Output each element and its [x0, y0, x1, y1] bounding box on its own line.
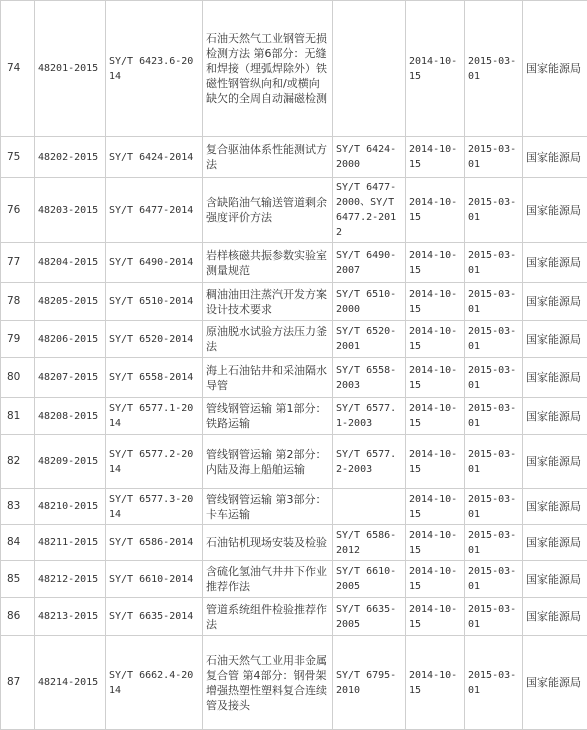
record-id: 48209-2015	[38, 454, 102, 469]
implementation-date-cell	[465, 178, 523, 243]
standard-title: 稠油油田注蒸汽开发方案设计技术要求	[206, 287, 329, 317]
record-id: 48214-2015	[38, 675, 102, 690]
standard-title-cell	[203, 321, 333, 358]
record-id-cell	[35, 358, 106, 398]
standard-title: 管线钢管运输 第2部分：内陆及海上船舶运输	[206, 447, 329, 477]
implementation-date: 2015-03-01	[468, 447, 519, 477]
replaced-standard-cell	[333, 435, 406, 489]
row-number: 86	[7, 609, 31, 624]
row-number-cell	[1, 137, 35, 178]
standard-title: 含硫化氢油气井井下作业推荐作法	[206, 564, 329, 594]
implementation-date-cell	[465, 489, 523, 525]
record-id: 48213-2015	[38, 609, 102, 624]
record-id-cell	[35, 636, 106, 730]
record-id-cell	[35, 435, 106, 489]
record-id-cell	[35, 525, 106, 561]
issue-date: 2014-10-15	[409, 195, 461, 225]
row-number: 83	[7, 499, 31, 514]
issue-date-cell	[406, 489, 465, 525]
row-number: 82	[7, 454, 31, 469]
implementation-date-cell	[465, 283, 523, 321]
row-number-cell	[1, 525, 35, 561]
issuing-department-cell	[523, 525, 587, 561]
record-id: 48203-2015	[38, 203, 102, 218]
standard-code: SY/T 6662.4-2014	[109, 668, 199, 698]
issuing-department-cell	[523, 283, 587, 321]
record-id: 48202-2015	[38, 150, 102, 165]
row-number: 78	[7, 294, 31, 309]
standard-title-cell	[203, 137, 333, 178]
issuing-department: 国家能源局	[526, 454, 584, 469]
record-id-cell	[35, 561, 106, 598]
replaced-standard-cell	[333, 178, 406, 243]
standard-title: 管线钢管运输 第3部分：卡车运输	[206, 492, 329, 522]
replaced-standard-cell	[333, 137, 406, 178]
issue-date-cell	[406, 178, 465, 243]
replaced-standard-cell	[333, 283, 406, 321]
issuing-department-cell	[523, 178, 587, 243]
implementation-date-cell	[465, 243, 523, 283]
replaced-standard: SY/T 6490-2007	[336, 248, 402, 278]
standard-code-cell	[106, 489, 203, 525]
standard-title: 石油天然气工业钢管无损检测方法 第6部分：无缝和焊接（埋弧焊除外）铁磁性钢管纵向和/或横向缺欠的全周自动漏磁检测	[206, 31, 329, 106]
standard-code: SY/T 6490-2014	[109, 255, 199, 270]
standard-title-cell	[203, 525, 333, 561]
issuing-department-cell	[523, 561, 587, 598]
issue-date-cell	[406, 561, 465, 598]
issue-date: 2014-10-15	[409, 248, 461, 278]
record-id-cell	[35, 283, 106, 321]
row-number-cell	[1, 283, 35, 321]
row-number-cell	[1, 1, 35, 137]
issuing-department-cell	[523, 358, 587, 398]
implementation-date-cell	[465, 398, 523, 435]
replaced-standard-cell	[333, 561, 406, 598]
replaced-standard: SY/T 6477-2000、SY/T 6477.2-2012	[336, 180, 402, 240]
standard-title: 石油天然气工业用非金属复合管 第4部分：钢骨架增强热塑性塑料复合连续管及接头	[206, 653, 329, 713]
issuing-department: 国家能源局	[526, 535, 584, 550]
standard-title-cell	[203, 243, 333, 283]
implementation-date: 2015-03-01	[468, 248, 519, 278]
issuing-department: 国家能源局	[526, 609, 584, 624]
issue-date: 2014-10-15	[409, 492, 461, 522]
standard-title: 原油脱水试验方法压力釜法	[206, 324, 329, 354]
implementation-date-cell	[465, 1, 523, 137]
issuing-department: 国家能源局	[526, 255, 584, 270]
row-number-cell	[1, 358, 35, 398]
issue-date: 2014-10-15	[409, 142, 461, 172]
implementation-date: 2015-03-01	[468, 602, 519, 632]
row-number: 87	[7, 675, 31, 690]
replaced-standard: SY/T 6558-2003	[336, 363, 402, 393]
implementation-date: 2015-03-01	[468, 401, 519, 431]
table-row	[1, 321, 587, 358]
issue-date: 2014-10-15	[409, 447, 461, 477]
standard-code: SY/T 6577.2-2014	[109, 447, 199, 477]
issue-date-cell	[406, 358, 465, 398]
implementation-date: 2015-03-01	[468, 324, 519, 354]
replaced-standard-cell	[333, 321, 406, 358]
table-row	[1, 137, 587, 178]
row-number: 85	[7, 572, 31, 587]
record-id-cell	[35, 321, 106, 358]
standard-code: SY/T 6635-2014	[109, 609, 199, 624]
standard-title-cell	[203, 283, 333, 321]
implementation-date-cell	[465, 137, 523, 178]
replaced-standard-cell	[333, 243, 406, 283]
replaced-standard: SY/T 6520-2001	[336, 324, 402, 354]
row-number: 74	[7, 61, 31, 76]
issuing-department: 国家能源局	[526, 61, 584, 76]
issuing-department-cell	[523, 598, 587, 636]
standard-code-cell	[106, 137, 203, 178]
standard-title-cell	[203, 435, 333, 489]
issuing-department: 国家能源局	[526, 150, 584, 165]
issuing-department: 国家能源局	[526, 409, 584, 424]
standard-code-cell	[106, 598, 203, 636]
record-id-cell	[35, 398, 106, 435]
replaced-standard: SY/T 6635-2005	[336, 602, 402, 632]
standard-title: 管线钢管运输 第1部分：铁路运输	[206, 401, 329, 431]
issue-date: 2014-10-15	[409, 324, 461, 354]
replaced-standard-cell	[333, 398, 406, 435]
standard-code-cell	[106, 435, 203, 489]
standard-title-cell	[203, 489, 333, 525]
row-number: 76	[7, 203, 31, 218]
row-number: 77	[7, 255, 31, 270]
record-id: 48205-2015	[38, 294, 102, 309]
replaced-standard-cell	[333, 489, 406, 525]
table-row	[1, 178, 587, 243]
record-id-cell	[35, 598, 106, 636]
implementation-date: 2015-03-01	[468, 287, 519, 317]
issue-date-cell	[406, 435, 465, 489]
standard-title: 石油钻机现场安装及检验	[206, 535, 329, 550]
table-row	[1, 561, 587, 598]
issuing-department-cell	[523, 137, 587, 178]
standard-code-cell	[106, 398, 203, 435]
row-number: 81	[7, 409, 31, 424]
standard-code-cell	[106, 636, 203, 730]
table-row	[1, 243, 587, 283]
record-id-cell	[35, 137, 106, 178]
replaced-standard: SY/T 6424-2000	[336, 142, 402, 172]
issuing-department-cell	[523, 636, 587, 730]
issue-date-cell	[406, 398, 465, 435]
replaced-standard: SY/T 6510-2000	[336, 287, 402, 317]
row-number: 80	[7, 370, 31, 385]
replaced-standard-cell	[333, 525, 406, 561]
record-id-cell	[35, 178, 106, 243]
issue-date-cell	[406, 525, 465, 561]
standard-code-cell	[106, 525, 203, 561]
replaced-standard: SY/T 6795-2010	[336, 668, 402, 698]
record-id-cell	[35, 1, 106, 137]
row-number-cell	[1, 243, 35, 283]
implementation-date: 2015-03-01	[468, 195, 519, 225]
implementation-date: 2015-03-01	[468, 528, 519, 558]
record-id-cell	[35, 243, 106, 283]
row-number-cell	[1, 398, 35, 435]
replaced-standard-cell	[333, 598, 406, 636]
issue-date-cell	[406, 598, 465, 636]
standard-title: 岩样核磁共振参数实验室测量规范	[206, 248, 329, 278]
record-id: 48206-2015	[38, 332, 102, 347]
standard-title-cell	[203, 598, 333, 636]
table-row	[1, 435, 587, 489]
issuing-department: 国家能源局	[526, 675, 584, 690]
issuing-department: 国家能源局	[526, 370, 584, 385]
replaced-standard-cell	[333, 358, 406, 398]
standard-code: SY/T 6577.3-2014	[109, 492, 199, 522]
table-row	[1, 598, 587, 636]
standard-code: SY/T 6423.6-2014	[109, 54, 199, 84]
table-row	[1, 1, 587, 137]
standard-code: SY/T 6586-2014	[109, 535, 199, 550]
issuing-department: 国家能源局	[526, 572, 584, 587]
issuing-department-cell	[523, 398, 587, 435]
row-number-cell	[1, 598, 35, 636]
implementation-date: 2015-03-01	[468, 54, 519, 84]
implementation-date-cell	[465, 525, 523, 561]
table-body	[1, 1, 587, 730]
issue-date-cell	[406, 636, 465, 730]
issuing-department: 国家能源局	[526, 203, 584, 218]
implementation-date: 2015-03-01	[468, 668, 519, 698]
standard-title-cell	[203, 561, 333, 598]
standard-code: SY/T 6477-2014	[109, 203, 199, 218]
issue-date: 2014-10-15	[409, 287, 461, 317]
record-id: 48211-2015	[38, 535, 102, 550]
standard-code: SY/T 6520-2014	[109, 332, 199, 347]
issue-date-cell	[406, 283, 465, 321]
table-row	[1, 398, 587, 435]
replaced-standard-cell	[333, 1, 406, 137]
standard-code: SY/T 6558-2014	[109, 370, 199, 385]
implementation-date-cell	[465, 598, 523, 636]
row-number-cell	[1, 636, 35, 730]
issue-date: 2014-10-15	[409, 602, 461, 632]
replaced-standard: SY/T 6586-2012	[336, 528, 402, 558]
issuing-department-cell	[523, 243, 587, 283]
standard-code-cell	[106, 561, 203, 598]
implementation-date: 2015-03-01	[468, 492, 519, 522]
issuing-department-cell	[523, 1, 587, 137]
row-number-cell	[1, 435, 35, 489]
record-id: 48207-2015	[38, 370, 102, 385]
standard-code: SY/T 6610-2014	[109, 572, 199, 587]
issue-date: 2014-10-15	[409, 668, 461, 698]
standard-title-cell	[203, 358, 333, 398]
table-row	[1, 525, 587, 561]
record-id: 48204-2015	[38, 255, 102, 270]
table-row	[1, 358, 587, 398]
implementation-date-cell	[465, 358, 523, 398]
replaced-standard-cell	[333, 636, 406, 730]
issuing-department-cell	[523, 321, 587, 358]
standard-code-cell	[106, 358, 203, 398]
implementation-date: 2015-03-01	[468, 564, 519, 594]
record-id: 48212-2015	[38, 572, 102, 587]
standard-code-cell	[106, 1, 203, 137]
standard-code: SY/T 6577.1-2014	[109, 401, 199, 431]
implementation-date-cell	[465, 636, 523, 730]
row-number: 79	[7, 332, 31, 347]
issue-date-cell	[406, 137, 465, 178]
row-number: 75	[7, 150, 31, 165]
standard-title-cell	[203, 1, 333, 137]
standard-title: 复合驱油体系性能测试方法	[206, 142, 329, 172]
issue-date: 2014-10-15	[409, 564, 461, 594]
row-number-cell	[1, 561, 35, 598]
standard-code: SY/T 6510-2014	[109, 294, 199, 309]
issuing-department-cell	[523, 489, 587, 525]
row-number-cell	[1, 178, 35, 243]
record-id: 48201-2015	[38, 61, 102, 76]
issue-date-cell	[406, 321, 465, 358]
issuing-department: 国家能源局	[526, 332, 584, 347]
table-row	[1, 283, 587, 321]
record-id-cell	[35, 489, 106, 525]
standard-title-cell	[203, 636, 333, 730]
standard-code-cell	[106, 321, 203, 358]
implementation-date-cell	[465, 435, 523, 489]
standard-code-cell	[106, 178, 203, 243]
issue-date-cell	[406, 243, 465, 283]
implementation-date: 2015-03-01	[468, 363, 519, 393]
row-number: 84	[7, 535, 31, 550]
issue-date-cell	[406, 1, 465, 137]
standard-code: SY/T 6424-2014	[109, 150, 199, 165]
standard-title-cell	[203, 178, 333, 243]
replaced-standard: SY/T 6577.2-2003	[336, 447, 402, 477]
standard-title: 管道系统组件检验推荐作法	[206, 602, 329, 632]
replaced-standard: SY/T 6610-2005	[336, 564, 402, 594]
standard-code-cell	[106, 243, 203, 283]
implementation-date: 2015-03-01	[468, 142, 519, 172]
table-row	[1, 636, 587, 730]
row-number-cell	[1, 321, 35, 358]
implementation-date-cell	[465, 561, 523, 598]
implementation-date-cell	[465, 321, 523, 358]
issue-date: 2014-10-15	[409, 363, 461, 393]
issuing-department: 国家能源局	[526, 499, 584, 514]
issue-date: 2014-10-15	[409, 54, 461, 84]
standard-title: 海上石油钻井和采油隔水导管	[206, 363, 329, 393]
issue-date: 2014-10-15	[409, 528, 461, 558]
standard-title: 含缺陷油气输送管道剩余强度评价方法	[206, 195, 329, 225]
record-id: 48208-2015	[38, 409, 102, 424]
replaced-standard: SY/T 6577.1-2003	[336, 401, 402, 431]
standard-code-cell	[106, 283, 203, 321]
row-number-cell	[1, 489, 35, 525]
issuing-department-cell	[523, 435, 587, 489]
record-id: 48210-2015	[38, 499, 102, 514]
issuing-department: 国家能源局	[526, 294, 584, 309]
table-row	[1, 489, 587, 525]
standard-title-cell	[203, 398, 333, 435]
issue-date: 2014-10-15	[409, 401, 461, 431]
